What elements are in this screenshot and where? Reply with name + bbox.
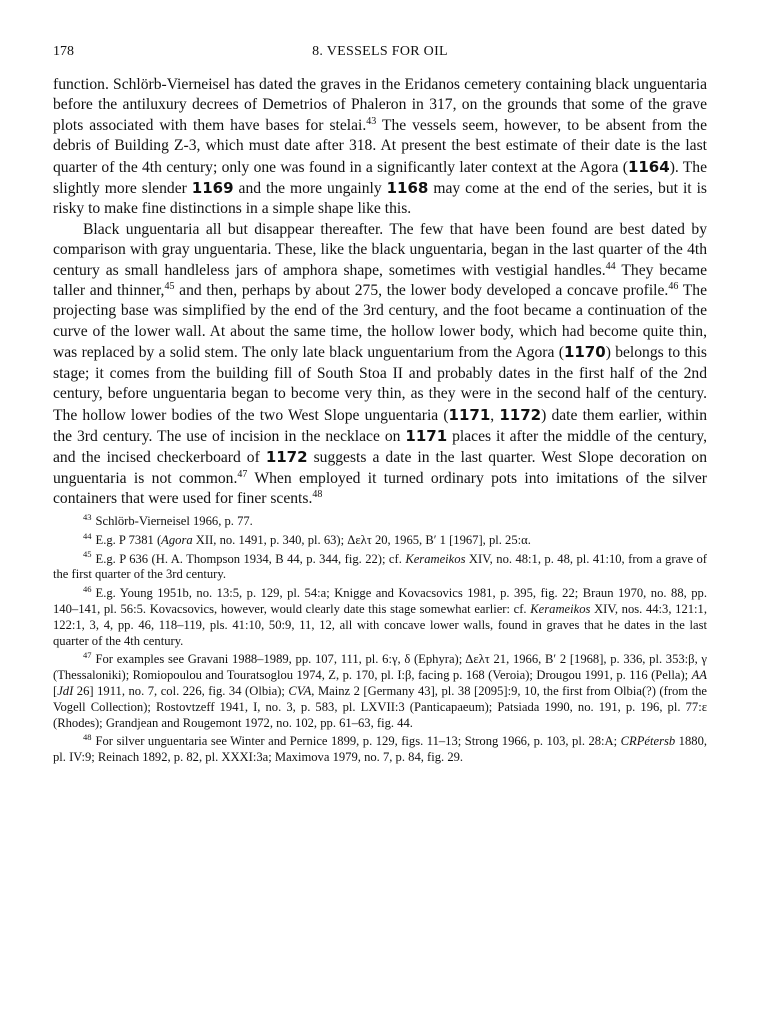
italic-title: JdI (57, 683, 74, 698)
catalog-number: 1171 (405, 426, 448, 445)
footnote-47 (53, 652, 707, 731)
catalog-number: 1169 (191, 179, 234, 198)
text-run: 1880, pl. IV:9; Reinach 1892, p. 82, pl. XXXI:3a; Maximova 1979, no. 7, p. 84, fig. 29. (53, 734, 708, 765)
running-head (53, 44, 707, 64)
page-number: 178 (53, 44, 74, 59)
footnote-number: 45 (83, 549, 92, 560)
footnote-48 (53, 734, 707, 766)
footnote-43 (53, 511, 707, 530)
text-run: The projecting base was simplified by the end of the 3rd century, and the foot became a continuation of the curve of the lower wall. At about the same time, the hollow lower body, which had become quite thin, was replaced by a solid stem. The only late black unguentarium from the Agora ( (53, 282, 707, 362)
text-run: XIV, no. 48:1, p. 48, pl. 41:10, from a grave of the first quarter of the 3rd century. (53, 551, 707, 582)
text-run: [ (53, 683, 58, 698)
footnotes (53, 511, 708, 769)
footnote-number: 44 (83, 530, 92, 541)
text-run: They became taller and thinner, (53, 261, 708, 300)
footnote-ref-44: 44 (605, 260, 616, 272)
footnote-number: 43 (83, 511, 92, 522)
text-run: E.g. P 7381 ( (95, 532, 162, 547)
text-run: For silver unguentaria see Winter and Pernice 1899, p. 129, figs. 11–13; Strong 1966, p. 103, pl. 28:A; (95, 734, 621, 749)
catalog-number: 1172 (499, 405, 542, 424)
text-run: E.g. P 636 (H. A. Thompson 1934, B 44, p. 344, fig. 22); cf. (95, 551, 406, 566)
text-run: Schlörb-Vierneisel 1966, p. 77. (95, 514, 253, 528)
text-run: For examples see Gravani 1988–1989, pp. 107, 111, pl. 6:γ, δ (Ephyra); Δελτ 21, 1966, B′ 2 [1968], p. 336, pl. 353:β, γ (Thessaloniki); Romiopoulou and Touratsoglou 1974, Z, p. 170, pl. I:β, facing p. 168 (Veroia); Drougou 1991, p. 116 (Pella); (53, 652, 707, 683)
main-text (53, 75, 707, 510)
italic-title: Kerameikos (530, 601, 591, 616)
catalog-number: 1164 (627, 157, 670, 176)
catalog-number: 1170 (563, 343, 606, 362)
text-run: ). The slightly more slender (53, 158, 708, 198)
catalog-number: 1171 (448, 405, 491, 424)
text-run: When employed it turned ordinary pots into imitations of the silver containers that were used for finer scents. (53, 469, 707, 508)
italic-title: AA (691, 668, 707, 683)
paragraph-2 (53, 220, 707, 510)
footnote-number: 46 (83, 584, 92, 594)
italic-title: Kerameikos (405, 551, 466, 566)
footnote-ref-48: 48 (312, 489, 323, 501)
footnote-44 (53, 530, 707, 549)
footnote-ref-47: 47 (237, 468, 248, 480)
text-run: suggests a date in the last quarter. West Slope decoration on unguentaria is not common. (53, 449, 707, 487)
footnote-number: 47 (83, 650, 92, 661)
text-run: and then, perhaps by about 275, the lower body developed a concave profile. (174, 282, 669, 300)
italic-title: CVA (288, 683, 312, 698)
text-run: Black unguentaria all but disappear thereafter. The few that have been found are best dated by comparison with gray unguentaria. These, like the black unguentaria, began in the last quarter of the 4th century as small handleless jars of amphora shape, sometimes with vestigial handles. (53, 220, 707, 279)
text-run: places it after the middle of the century, and the incised checkerboard of (53, 427, 707, 467)
italic-title: Agora (161, 532, 193, 547)
footnote-ref-43: 43 (366, 115, 377, 127)
text-run: E.g. Young 1951b, no. 13:5, p. 129, pl. 54:a; Knigge and Kovacsovics 1981, p. 395, fig. 22; Braun 1970, no. 88, pp. 140–141, pl. 56:5. Kovacsovics, however, would clearly date this stage somewhat earlier: cf. (53, 586, 707, 616)
footnote-ref-46: 46 (668, 281, 679, 293)
catalog-number: 1172 (265, 448, 308, 467)
text-run: XII, no. 1491, p. 340, pl. 63); Δελτ 20, 1965, B′ 1 [1967], pl. 25:α. (192, 532, 531, 547)
catalog-number: 1168 (386, 179, 429, 198)
footnote-ref-45: 45 (164, 281, 175, 293)
footnote-45 (53, 549, 707, 584)
text-run: XIV, nos. 44:3, 121:1, 122:1, 3, 4, pp. 46, 118–119, pls. 41:10, 50:9, 11, 12, all with concave lower walls, found in graves that he dates in the last quarter of the 4th century. (53, 601, 707, 648)
text-run: ) belongs to this stage; it comes from the building fill of South Stoa II and probably dates in the first half of the 2nd century, before unguentaria began to become very thin, as they were in the second half of the century. The hollow lower bodies of the two West Slope unguentaria ( (53, 344, 708, 424)
text-run: The vessels seem, however, to be absent from the debris of Building Z-3, which must date after 318. At present the best estimate of their date is the last quarter of the 4th century; only one was found in a significantly later context at the Agora ( (53, 116, 707, 176)
text-run: function. Schlörb-Vierneisel has dated the graves in the Eridanos cemetery containing black unguentaria before the antiluxury decrees of Demetrios of Phaleron in 317, on the grounds that some of the grave plots associated with them have bases for stelai. (53, 76, 707, 134)
footnote-46 (53, 586, 707, 649)
italic-title: CRPétersb (620, 734, 676, 749)
footnote-number: 48 (83, 732, 92, 743)
paragraph-1 (53, 75, 707, 220)
text-run: , (490, 406, 500, 424)
text-run: and the more ungainly (233, 180, 387, 198)
chapter-title: 8. VESSELS FOR OIL (312, 44, 448, 59)
text-run: 26] 1911, no. 7, col. 226, fig. 34 (Olbia); (73, 683, 289, 698)
text-run: ) date them earlier, within the 3rd century. The use of incision in the necklace on (53, 406, 707, 445)
text-run: , Mainz 2 [Germany 43], pl. 38 [2095]:9, 10, the first from Olbia(?) (from the Vogell Collection); Rostovtzeff 1941, I, no. 3, p. 583, pl. LXVII:3 (Panticapaeum); Patsiada 1990, no. 191, p. 196, pl. 77:ε (Rhodes); Grandjean and Rougemont 1972, no. 102, pp. 61–63, fig. 44. (53, 683, 708, 730)
text-run: may come at the end of the series, but it is risky to make fine distinctions in a simple shape like this. (53, 180, 707, 218)
